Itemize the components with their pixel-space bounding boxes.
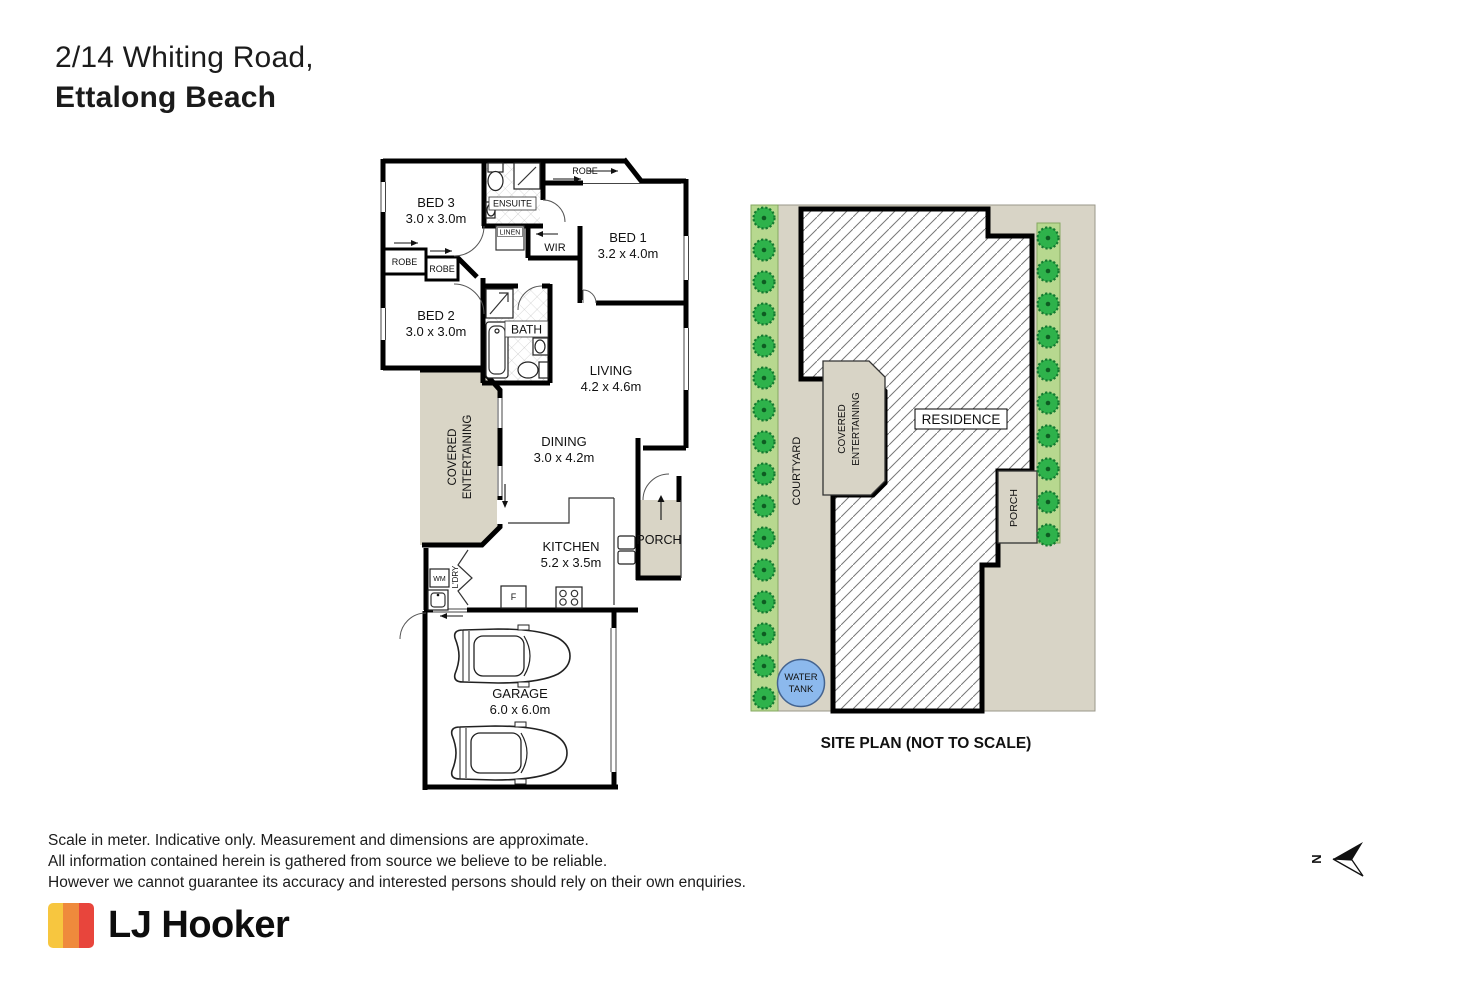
site-plan-caption: SITE PLAN (NOT TO SCALE) [820,735,1032,752]
covered-entertaining-area [420,370,500,545]
laundry-label: L'DRY [451,565,460,589]
room-dims-kitchen: 5.2 x 3.5m [540,555,602,570]
room-label-living: LIVING [589,363,633,378]
address-line1: 2/14 Whiting Road, [55,41,314,74]
wm-label: WM [433,576,446,583]
room-label-bed3: BED 3 [417,195,455,210]
room-dims-bed1: 3.2 x 4.0m [597,246,659,261]
site-porch-label: PORCH [1008,489,1020,527]
logo-stripe-red [79,903,94,948]
linen-closet [496,226,524,250]
kitchen-sink [618,536,635,549]
residence-label: RESIDENCE [921,412,1001,427]
laundry-bifold-door [458,550,472,605]
room-dims-living: 4.2 x 4.6m [580,379,642,394]
ensuite-label: ENSUITE [492,198,533,209]
room-dims-bed2: 3.0 x 3.0m [405,324,467,339]
disclaimer-line2: All information contained herein is gathered from source we believe to be reliable. [48,853,608,870]
address-line2: Ettalong Beach [55,81,277,114]
stove [556,587,582,608]
room-dims-garage: 6.0 x 6.0m [489,702,551,717]
room-dims-dining: 3.0 x 4.2m [533,450,595,465]
room-label-dining: DINING [541,434,587,449]
linen-label: LINEN [499,229,521,237]
robe-label-2: ROBE [429,264,455,274]
north-arrow-outline [1333,859,1363,876]
page-title [55,38,314,118]
courtyard-label: COURTYARD [791,436,803,506]
brand-logo-text: LJ Hooker [108,904,290,946]
wir-label: WIR [544,242,566,254]
brand-logo-mark [48,903,94,948]
logo-stripe-yellow [48,903,63,948]
bath-label: BATH [510,322,543,337]
ensuite-toilet [488,163,503,172]
robe-label-1: ROBE [391,257,418,267]
porch-label: PORCH [636,533,682,547]
robe-label-bed1: ROBE [572,166,598,176]
site-covered-label-1: COVERED [837,404,848,454]
floor-plan [378,150,694,798]
brand-logo [48,903,289,948]
water-tank [778,660,825,707]
disclaimer-line1: Scale in meter. Indicative only. Measurement and dimensions are approximate. [48,832,589,849]
north-arrow [1300,835,1375,890]
room-label-bed2: BED 2 [417,308,455,323]
north-label: N [1309,854,1324,864]
room-label-bed1: BED 1 [609,230,647,245]
room-dims-bed3: 3.0 x 3.0m [405,211,467,226]
covered-entertaining-label-2: ENTERTAINING [462,414,474,500]
logo-stripe-orange [63,903,78,948]
site-plan [745,193,1105,768]
bath-toilet [539,362,548,378]
fridge-label: F [510,592,517,602]
north-arrow-filled [1333,842,1363,860]
room-label-garage: GARAGE [492,686,548,701]
room-label-kitchen: KITCHEN [542,539,600,554]
site-covered-label-2: ENTERTAINING [851,392,862,466]
disclaimer [48,830,746,893]
covered-entertaining-label-1: COVERED [447,428,459,486]
water-tank-label-1: WATER [784,672,818,683]
water-tank-label-2: TANK [788,684,814,695]
disclaimer-line3: However we cannot guarantee its accuracy and interested persons should rely on their own enquiries. [48,874,746,891]
